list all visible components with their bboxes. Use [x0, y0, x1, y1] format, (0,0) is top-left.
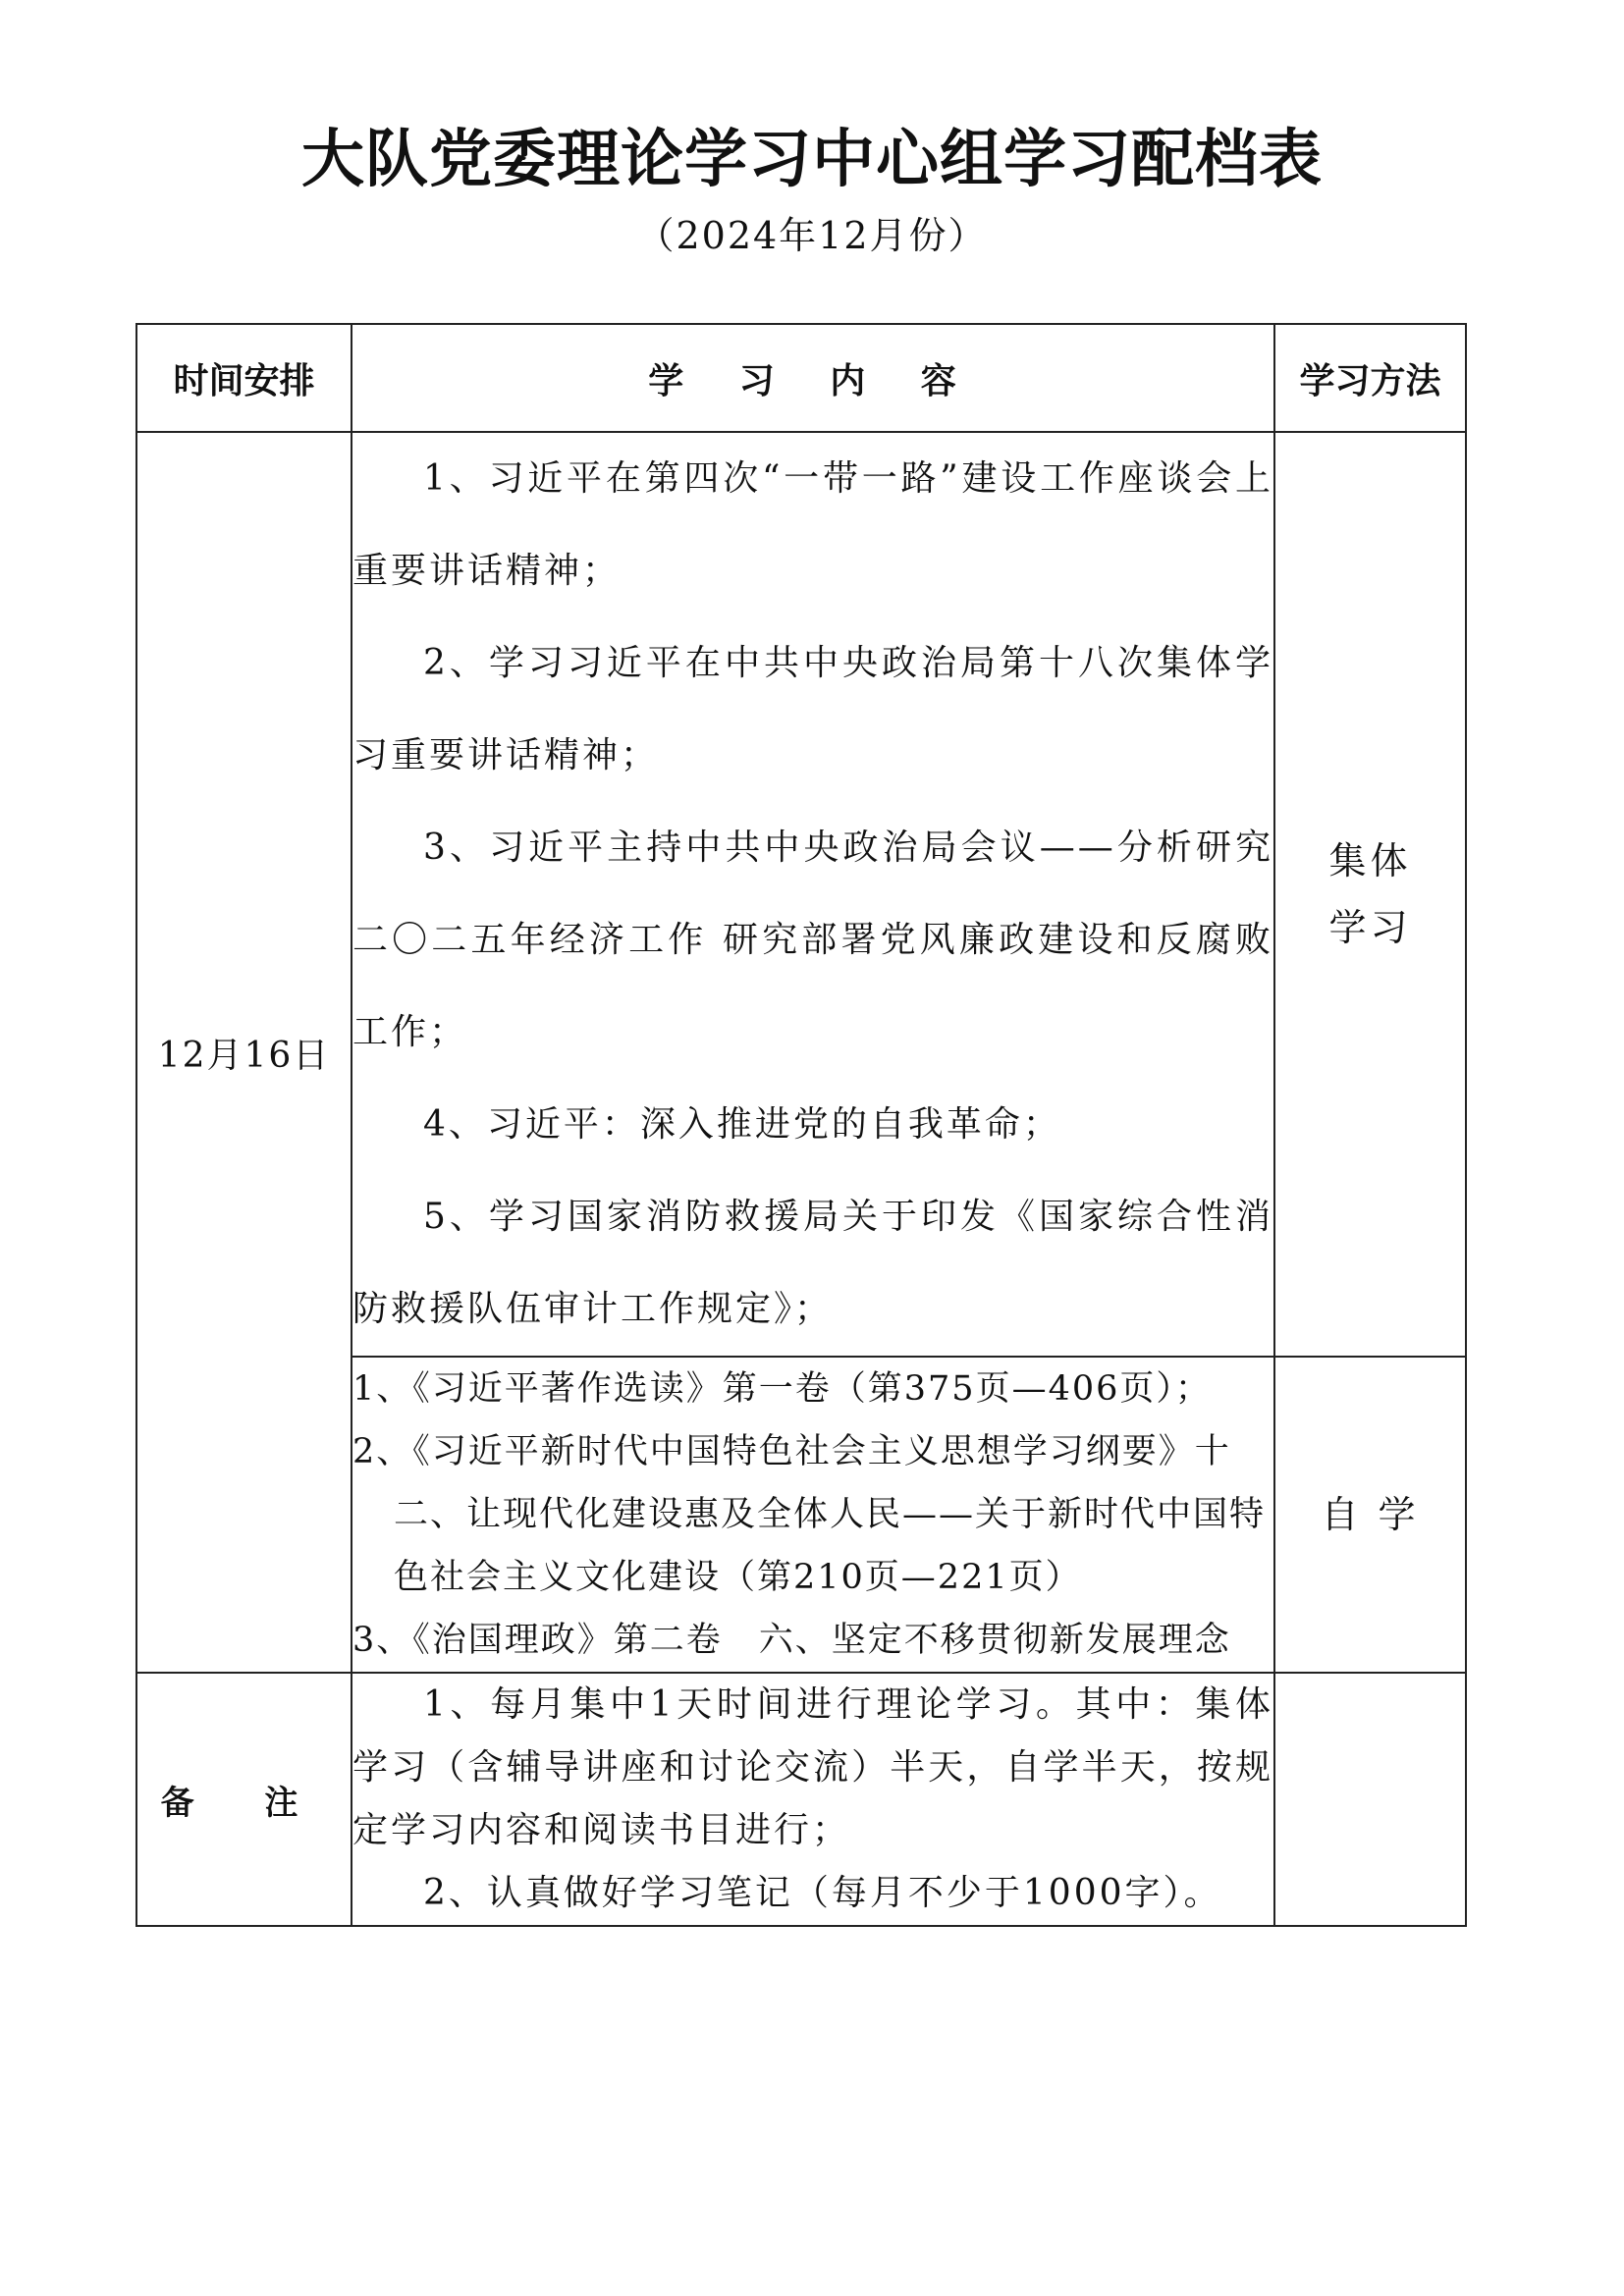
document-title: 大队党委理论学习中心组学习配档表: [301, 124, 1323, 196]
note-item-1: 1、每月集中1天时间进行理论学习。其中：集体学习（含辅导讲座和讨论交流）半天，自学半天，按规定学习内容和阅读书目进行；: [352, 1684, 1273, 1850]
collective-method-cell: [1274, 432, 1466, 1357]
notes-row: [136, 1673, 1466, 1926]
header-content: 学 习 内 容: [352, 324, 1274, 432]
self-study-item-3: 3、《治国理政》第二卷 六、坚定不移贯彻新发展理念: [352, 1621, 1231, 1660]
collective-item-2: 2、学习习近平在中共中央政治局第十八次集体学习重要讲话精神；: [352, 643, 1273, 775]
study-schedule-table: [135, 323, 1467, 1927]
notes-label: 备 注: [136, 1673, 352, 1926]
collective-item-5: 5、学习国家消防救援局关于印发《国家综合性消防救援队伍审计工作规定》；: [352, 1197, 1273, 1329]
collective-item-1: 1、习近平在第四次“一带一路”建设工作座谈会上重要讲话精神；: [352, 458, 1273, 591]
collective-item-4: 4、习近平：深入推进党的自我革命；: [423, 1104, 1061, 1145]
document-subtitle: （2024年12月份）: [636, 214, 988, 257]
self-study-content-cell: [352, 1357, 1274, 1673]
date-cell: 12月16日: [136, 432, 352, 1673]
notes-method-empty-cell: [1274, 1673, 1466, 1926]
collective-method-line1: 集体: [1328, 839, 1412, 882]
collective-method-line2: 学习: [1328, 906, 1412, 949]
notes-content-cell: [352, 1673, 1274, 1926]
collective-item-3: 3、习近平主持中共中央政治局会议——分析研究二〇二五年经济工作 研究部署党风廉政建设和反腐败工作；: [352, 828, 1273, 1052]
collective-content-cell: [352, 432, 1274, 1357]
collective-study-row: [136, 432, 1466, 1357]
self-study-item-2: 2、《习近平新时代中国特色社会主义思想学习纲要》十二、让现代化建设惠及全体人民——关于新时代中国特色社会主义文化建设（第210页—221页）: [352, 1432, 1267, 1597]
header-row: [136, 324, 1466, 432]
self-study-item-1: 1、《习近平著作选读》第一卷（第375页—406页）；: [352, 1369, 1212, 1409]
header-method: 学习方法: [1274, 324, 1466, 432]
self-study-method-cell: 自 学: [1274, 1357, 1466, 1673]
header-time: 时间安排: [136, 324, 352, 432]
note-item-2: 2、认真做好学习笔记（每月不少于1000字）。: [423, 1873, 1222, 1913]
